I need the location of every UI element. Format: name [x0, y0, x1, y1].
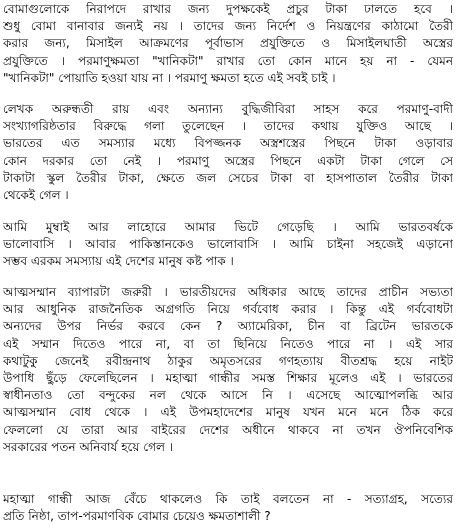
text-line: লেখক অরুন্ধতী রায় এবং অন্যান্য বুদ্ধিজীবিরা সাহস করে পরমাণু-বাদী [3, 102, 453, 116]
text-line: "খানিকটা" পোয়াতি হওয়া যায় না । পরমাণু ক্ষমতা হতে এই সবই চাই । [3, 70, 336, 85]
text-line: আর আধুনিক রাজনৈতিক অগ্রগতি নিয়ে গর্ববোধ করার । কিন্তু এই গর্ববোধটা [3, 302, 453, 317]
text-line: ভারতের এত সমস্যার মধ্যে বিপজ্জনক অস্ত্রশস্ত্রের পিছনে টাকা ওড়াবার [3, 136, 453, 151]
text-line: থেকেই গেল । [3, 187, 69, 202]
text-line: সংখ্যাগরিষ্ঠতার বিরুদ্ধে গলা তুলেছেন । তাদের কথায় যুক্তিও আছে । [3, 119, 453, 134]
text-line: বোমাগুলোকে নিরাপদে রাখার জন্য দুপক্ষকেই প্রচুর টাকা ঢালতে হবে । [3, 2, 453, 16]
text-line: আমি মুম্বাই আর লাহোরে আমার ভিটে গেড়েছি । আমি ভারতবর্ষকে [3, 220, 453, 234]
text-line: কোন দরকার তো নেই । পরমাণু অস্ত্রের পিছনে একটা টাকা গেলে সে [3, 153, 453, 168]
text-line: আত্মসম্মান বোধ থেকে । এই উপমহাদেশের মানুষ যখন মনে মনে ঠিক করে [3, 405, 453, 420]
text-line: স্বাধীনতাও তো বন্দুকের নল থেকে আসে নি । এসেছে আত্মোপলব্ধি আর [3, 388, 453, 403]
text-line: টাকাটা স্কুল তৈরীর টাকা, ক্ষেতে জল সেচের টাকা বা হাসপাতাল তৈরীর টাকা [3, 170, 453, 185]
paragraph-4 [3, 284, 453, 456]
paragraph-1 [3, 1, 453, 87]
text-line: শুধু বোমা বানাবার জন্যই নয় । তাদের জন্য নির্দেশ ও নিয়ন্ত্রণের কাঠামো তৈরী [3, 19, 453, 34]
text-line: আত্মসম্মান ব্যাপারটা জরুরী । ভারতীয়দের অধিকার আছে তাদের প্রাচীন সভ্যতা [3, 285, 453, 299]
text-line: সরকারের পতন অনিবার্য হয়ে গেল । [3, 439, 174, 454]
text-line: মহাত্মা গান্ধী আজ বেঁচে থাকলেও কি তাই বলতেন না - সত্যাগ্রহ, সত্যের [3, 492, 453, 506]
text-line: প্রতি নিষ্ঠা, তাপ-পরমাণবিক বোমার চেয়েও ক্ষমতাশালী ? [3, 509, 271, 524]
text-line: ভালোবাসি । আবার পাকিস্তানকেও ভালোবাসি । আমি চাইনা সহজেই এড়ানো [3, 237, 453, 252]
text-line: সম্ভব এরকম সমস্যায় এই দেশের মানুষ কষ্ট পাক । [3, 254, 234, 269]
text-line: প্রযুক্তিতে । পরমাণুক্ষমতা "খানিকটা" রাখার তো কোন মানে হয় না - যেমন [3, 53, 453, 68]
text-line: ফেললো যে তারা আর বাইরের দেশের অধীনে থাকবে না তখন ঔপনিবেশিক [3, 422, 453, 437]
text-line: করার জন্য, মিসাইল আক্রমণের পূর্বাভাস প্রযুক্তিতে ও মিসাইলঘাতী অস্ত্রের [3, 36, 453, 51]
paragraph-5 [3, 491, 453, 525]
text-line: এই সম্মান দিতেও পারে না, বা তা ছিনিয়ে নিতেও পারে না । এই সার [3, 336, 453, 351]
text-line: কথাটুকু জেনেই রবীন্দ্রনাথ ঠাকুর অমৃতসরের গণহত্যায় বীতশ্রদ্ধ হয়ে নাইট [3, 353, 453, 368]
paragraph-3 [3, 219, 453, 271]
paragraph-2 [3, 101, 453, 204]
text-line: উপাধি ছুঁড়ে ফেলেছিলেন । মহাত্মা গান্ধীর সমস্ত শিক্ষার মূলেও এই । ভারতের [3, 370, 453, 385]
text-line: অন্যদের উপর নির্ভর করবে কেন ? অ্যামেরিকা, চীন বা ব্রিটেন ভারতকে [3, 319, 453, 334]
